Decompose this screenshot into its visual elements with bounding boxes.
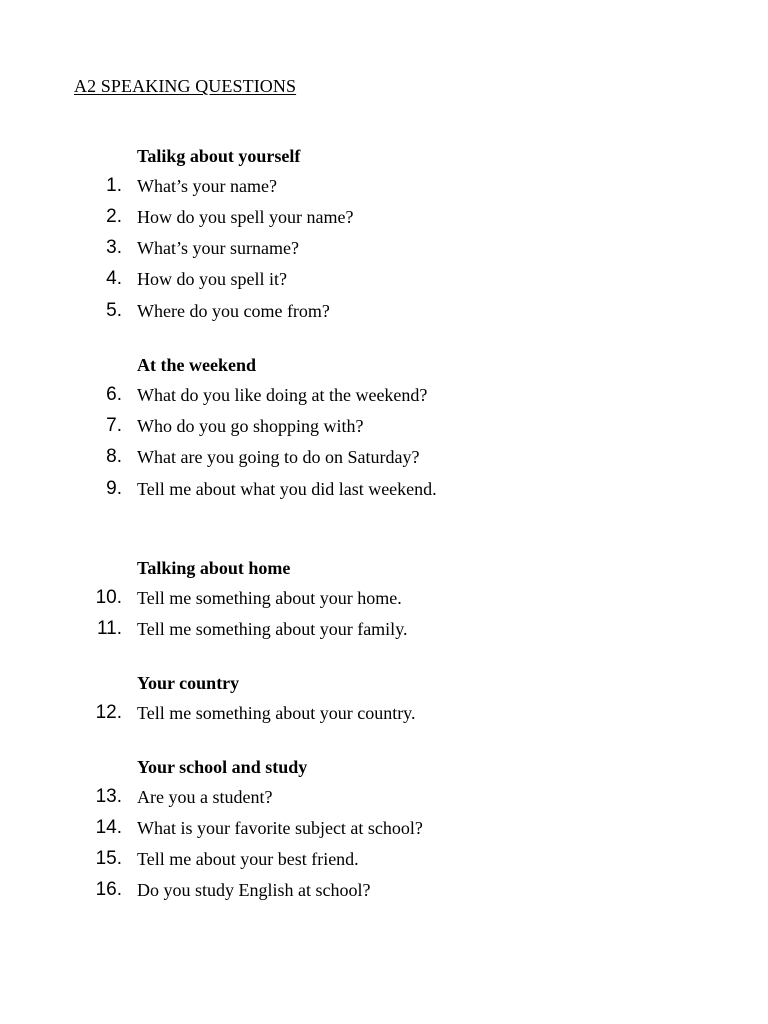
question-text: Do you study English at school? xyxy=(137,880,371,900)
question-number: 4. xyxy=(106,268,122,289)
question-item xyxy=(0,175,768,199)
question-item xyxy=(0,268,768,292)
question-item xyxy=(0,618,768,642)
question-text: What do you like doing at the weekend? xyxy=(137,385,428,405)
question-text: Tell me about what you did last weekend. xyxy=(137,479,437,499)
question-number: 2. xyxy=(106,206,122,227)
question-item xyxy=(0,587,768,611)
question-item xyxy=(0,478,768,502)
question-text: How do you spell it? xyxy=(137,269,287,289)
question-text: What’s your name? xyxy=(137,176,277,196)
question-number: 16. xyxy=(95,879,122,900)
section-heading: Talikg about yourself xyxy=(137,146,301,166)
question-number: 9. xyxy=(106,478,122,499)
section-heading: Talking about home xyxy=(137,558,291,578)
question-item xyxy=(0,206,768,230)
question-number: 3. xyxy=(106,237,122,258)
question-number: 7. xyxy=(106,415,122,436)
question-text: Tell me something about your country. xyxy=(137,703,416,723)
question-number: 5. xyxy=(106,300,122,321)
question-item xyxy=(0,415,768,439)
question-text: What is your favorite subject at school? xyxy=(137,818,423,838)
question-item xyxy=(0,786,768,810)
question-number: 11. xyxy=(96,618,122,639)
question-text: Tell me something about your family. xyxy=(137,619,408,639)
question-item xyxy=(0,848,768,872)
question-item xyxy=(0,879,768,903)
question-number: 14. xyxy=(95,817,122,838)
question-item xyxy=(0,300,768,324)
question-number: 13. xyxy=(95,786,122,807)
question-text: How do you spell your name? xyxy=(137,207,354,227)
question-text: Are you a student? xyxy=(137,787,273,807)
question-number: 15. xyxy=(95,848,122,869)
question-number: 1. xyxy=(106,175,122,196)
question-text: What are you going to do on Saturday? xyxy=(137,447,420,467)
question-item xyxy=(0,702,768,726)
question-item xyxy=(0,237,768,261)
question-text: Tell me about your best friend. xyxy=(137,849,359,869)
question-number: 8. xyxy=(106,446,122,467)
question-number: 12. xyxy=(95,702,122,723)
question-text: Where do you come from? xyxy=(137,301,330,321)
question-number: 6. xyxy=(106,384,122,405)
question-item xyxy=(0,446,768,470)
question-number: 10. xyxy=(95,587,122,608)
question-item xyxy=(0,817,768,841)
page-title: A2 SPEAKING QUESTIONS xyxy=(74,76,297,96)
question-text: Tell me something about your home. xyxy=(137,588,402,608)
question-text: Who do you go shopping with? xyxy=(137,416,364,436)
section-heading: Your school and study xyxy=(137,757,308,777)
section-heading: Your country xyxy=(137,673,240,693)
section-heading: At the weekend xyxy=(137,355,256,375)
question-text: What’s your surname? xyxy=(137,238,299,258)
question-item xyxy=(0,384,768,408)
